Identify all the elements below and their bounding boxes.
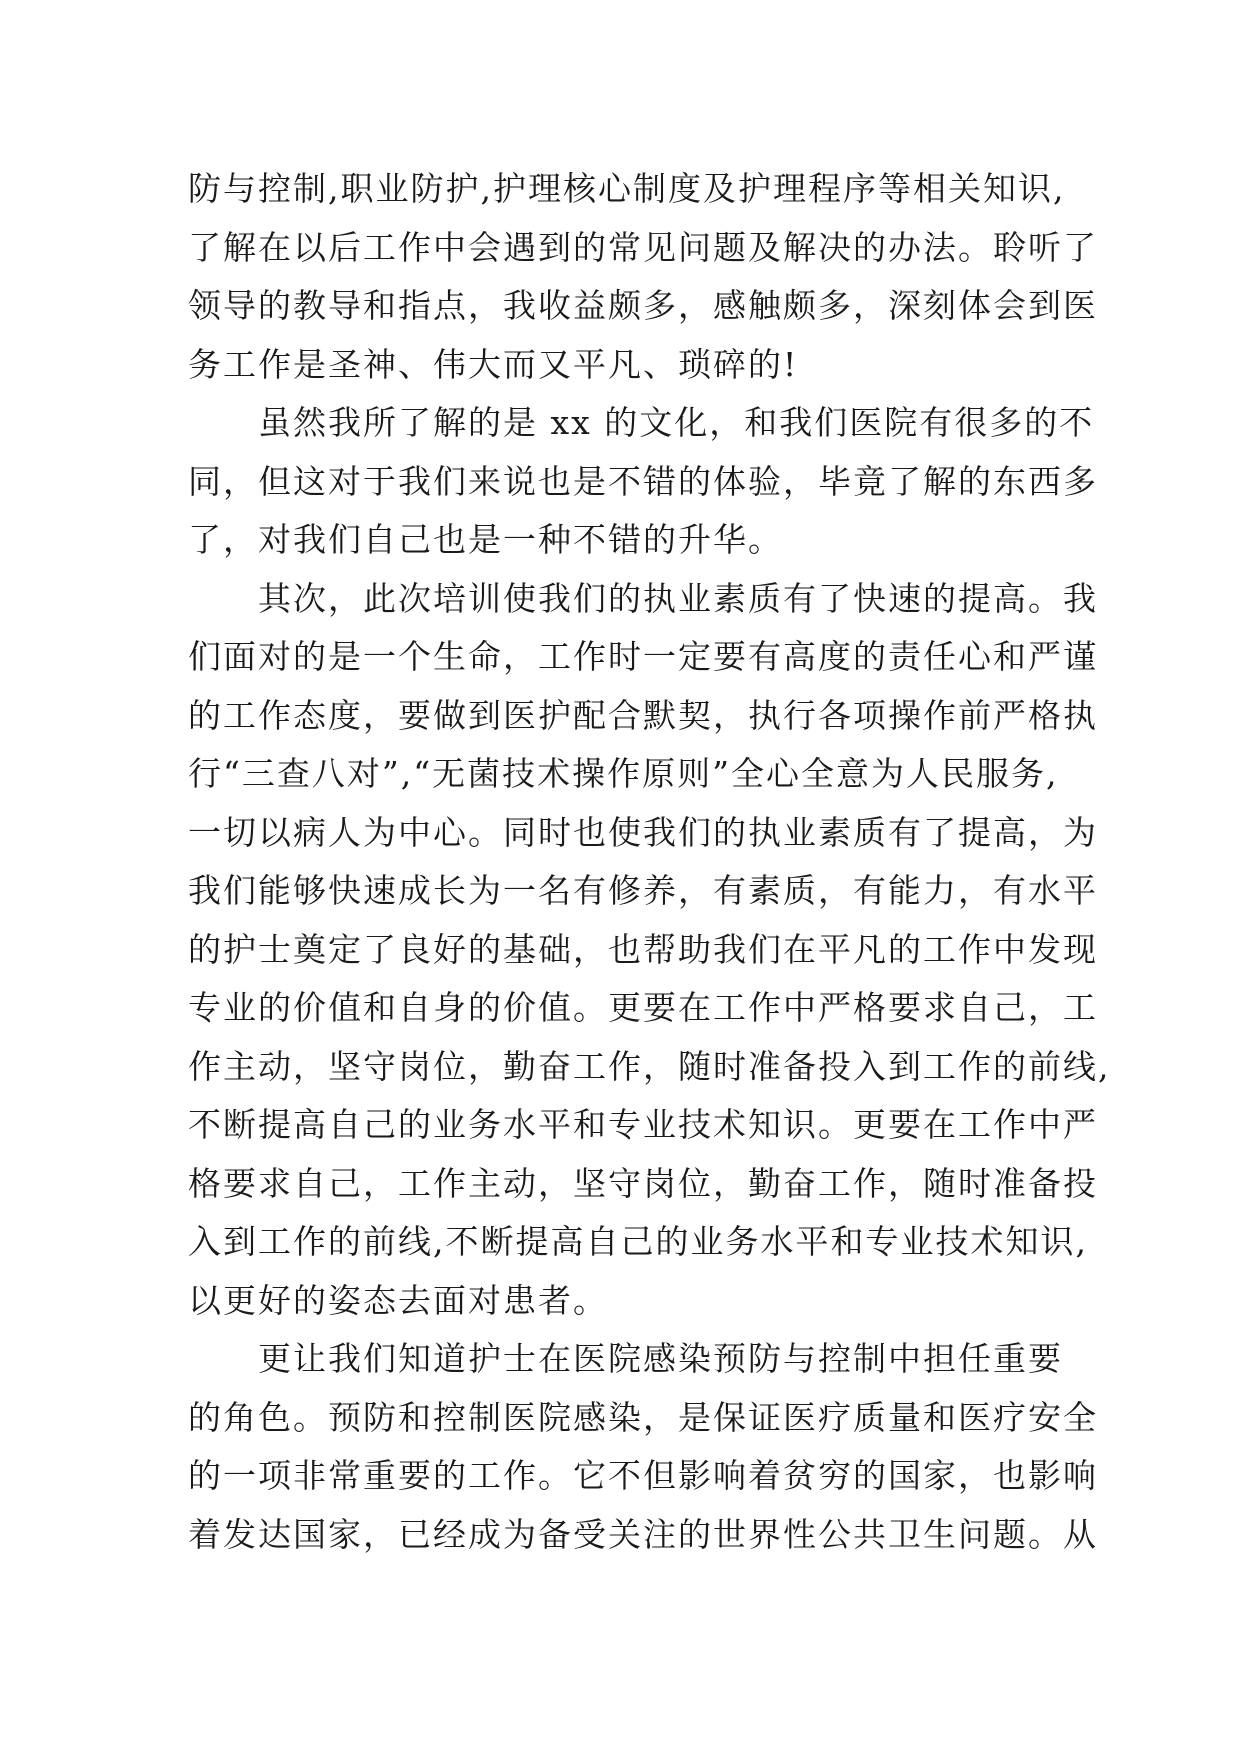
body-text [188,160,1111,1564]
text-line: 领导的教导和指点，我收益颇多，感触颇多，深刻体会到医 [188,286,1098,325]
text-line: 专业的价值和自身的价值。更要在工作中严格要求自己，工 [188,988,1098,1027]
text-line: 虽然我所了解的是 xx 的文化，和我们医院有很多的不 [188,403,1095,442]
text-line: 格要求自己，工作主动，坚守岗位，勤奋工作，随时准备投 [188,1163,1098,1203]
text-line: 的一项非常重要的工作。它不但影响着贫穷的国家，也影响 [188,1456,1098,1495]
text-line: 其次，此次培训使我们的执业素质有了快速的提高。我 [188,578,1098,618]
text-line: 防与控制,职业防护,护理核心制度及护理程序等相关知识, [188,169,1066,208]
text-line: 入到工作的前线,不断提高自己的业务水平和专业技术知识, [188,1222,1088,1261]
text-line: 以更好的姿态去面对患者。 [188,1280,608,1320]
text-line: 务工作是圣神、伟大而又平凡、琐碎的! [188,344,799,384]
text-line: 了，对我们自己也是一种不错的升华。 [188,520,783,559]
text-line: 同，但这对于我们来说也是不错的体验，毕竟了解的东西多 [188,461,1098,501]
text-line: 了解在以后工作中会遇到的常见问题及解决的办法。聆听了 [188,227,1098,267]
text-line: 的工作态度，要做到医护配合默契，执行各项操作前严格执 [188,695,1098,735]
text-line: 着发达国家，已经成为备受关注的世界性公共卫生问题。从 [188,1514,1098,1554]
text-line: 们面对的是一个生命，工作时一定要有高度的责任心和严谨 [188,637,1098,676]
text-line: 的角色。预防和控制医院感染，是保证医疗质量和医疗安全 [188,1397,1098,1437]
text-line: 作主动，坚守岗位，勤奋工作，随时准备投入到工作的前线, [188,1046,1111,1086]
text-line: 我们能够快速成长为一名有修养，有素质，有能力，有水平 [188,871,1098,910]
text-line: 更让我们知道护士在医院感染预防与控制中担任重要 [188,1339,1063,1378]
text-line: 行“三查八对”,“无菌技术操作原则”全心全意为人民服务, [188,754,1059,793]
text-line: 的护士奠定了良好的基础，也帮助我们在平凡的工作中发现 [188,929,1098,969]
text-line: 不断提高自己的业务水平和专业技术知识。更要在工作中严 [188,1105,1098,1144]
text-line: 一切以病人为中心。同时也使我们的执业素质有了提高，为 [188,812,1098,852]
